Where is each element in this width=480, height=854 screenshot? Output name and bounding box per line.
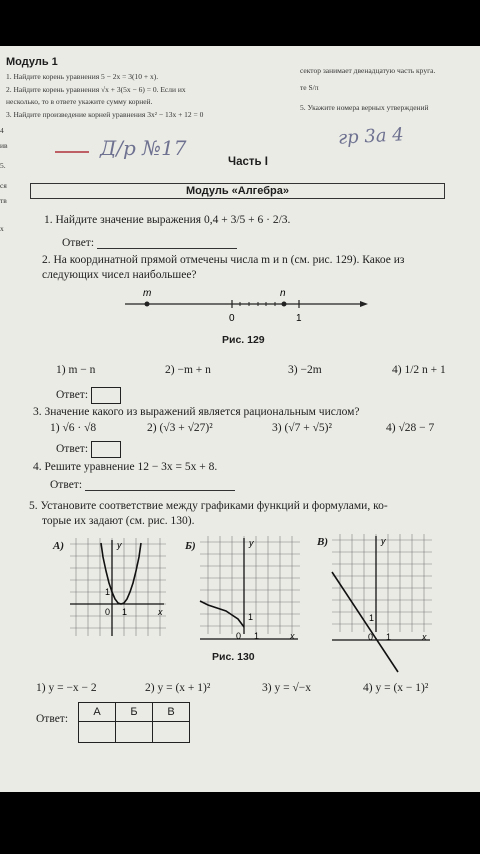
figure-129-caption: Рис. 129	[222, 334, 265, 346]
answer-cell-a[interactable]	[79, 722, 116, 743]
graph-c-one-x: 1	[386, 632, 392, 642]
answer-label: Ответ:	[56, 389, 89, 402]
question-3-text: 3. Значение какого из выражений является рациональным числом?	[33, 406, 360, 418]
header-task-2: 2. Найдите корень уравнения √x + 3(5x − 6) = 0. Если их	[6, 85, 186, 94]
worksheet-page	[0, 46, 480, 792]
graph-a	[70, 538, 166, 636]
point-n	[282, 302, 287, 307]
graph-b-one-x: 1	[254, 631, 260, 641]
graph-c-origin: 0	[368, 632, 374, 642]
margin-mark-1: 4	[0, 126, 4, 135]
module-title: Модуль 1	[6, 56, 58, 68]
label-zero: 0	[229, 313, 235, 324]
graph-a-grid	[70, 538, 166, 636]
question-5-text-line-1: 5. Установите соответствие между графиками функций и формулами, ко-	[29, 500, 388, 512]
formula-1: 1) y = −x − 2	[36, 682, 97, 694]
handwritten-homework-note: Д/р №17	[100, 136, 187, 160]
handwriting-dash	[54, 150, 90, 154]
figure-130-caption: Рис. 130	[212, 651, 255, 663]
question-2-text-line-1: 2. На координатной прямой отмечены числа m и n (см. рис. 129). Какое из	[42, 254, 405, 266]
question-4-text: 4. Решите уравнение 12 − 3x = 5x + 8.	[33, 461, 218, 473]
answer-label: Ответ:	[50, 479, 83, 491]
graph-b-y-label: y	[249, 538, 254, 548]
graph-a-origin: 0	[105, 607, 111, 617]
graph-c-one-y: 1	[369, 613, 375, 623]
graph-c	[332, 534, 432, 642]
margin-mark-2: ив	[0, 141, 8, 150]
label-n: n	[280, 288, 286, 299]
q3-option-1[interactable]: 1) √6 · √8	[50, 422, 97, 434]
margin-mark-4: ся	[0, 181, 7, 190]
q3-option-2[interactable]: 2) (√3 + √27)²	[147, 422, 213, 434]
q2-option-3[interactable]: 3) −2m	[288, 364, 322, 376]
question-5-answer-label: Ответ:	[36, 713, 69, 725]
header-right-line-3: 5. Укажите номера верных утверждений	[300, 103, 429, 112]
graph-a-y-label: y	[117, 540, 122, 550]
question-4-answer	[50, 478, 235, 491]
answer-table-5	[78, 702, 190, 743]
module-banner-box	[30, 183, 445, 199]
label-m: m	[143, 288, 152, 299]
margin-mark-6: х	[0, 224, 4, 233]
graph-a-one-x: 1	[122, 607, 128, 617]
header-right-line-2: те S/π	[300, 83, 319, 92]
question-3-answer	[56, 441, 121, 458]
answer-table-input-row	[79, 722, 190, 743]
answer-box-2[interactable]	[91, 387, 121, 404]
answer-box-3[interactable]	[91, 441, 121, 458]
margin-mark-3: 5.	[0, 161, 6, 170]
graph-c-grid	[332, 534, 432, 632]
graph-a-one-y: 1	[105, 587, 111, 597]
graph-c-label: В)	[317, 536, 328, 548]
answer-line-1[interactable]	[97, 236, 237, 249]
graph-b-x-label: x	[290, 631, 295, 641]
answer-table-header-v: В	[153, 703, 190, 722]
q3-option-4[interactable]: 4) √28 − 7	[386, 422, 435, 434]
q2-option-2[interactable]: 2) −m + n	[165, 364, 211, 376]
answer-label: Ответ:	[56, 443, 89, 456]
question-2-answer	[56, 387, 121, 404]
point-m	[145, 302, 150, 307]
part-title: Часть I	[228, 156, 268, 168]
answer-table-header-b: Б	[116, 703, 153, 722]
q3-option-3[interactable]: 3) (√7 + √5)²	[272, 422, 332, 434]
graph-b	[200, 536, 300, 641]
question-1-text: 1. Найдите значение выражения 0,4 + 3/5 + 6 · 2/3.	[44, 214, 291, 226]
answer-cell-v[interactable]	[153, 722, 190, 743]
answer-table-header-row	[79, 703, 190, 722]
question-1-answer	[62, 236, 237, 249]
header-task-2b: несколько, то в ответе укажите сумму корней.	[6, 97, 153, 106]
answer-label: Ответ:	[62, 237, 95, 249]
module-banner: Модуль «Алгебра»	[186, 185, 289, 197]
header-task-3: 3. Найдите произведение корней уравнения 3x² − 13x + 12 = 0	[6, 110, 204, 119]
arrow-icon	[360, 301, 368, 307]
formula-3: 3) y = √−x	[262, 682, 311, 694]
graph-a-x-label: x	[158, 607, 163, 617]
q2-option-1[interactable]: 1) m − n	[56, 364, 96, 376]
label-one: 1	[296, 313, 302, 324]
q2-option-4[interactable]: 4) 1/2 n + 1	[392, 364, 446, 376]
header-task-1: 1. Найдите корень уравнения 5 − 2x = 3(10 + x).	[6, 72, 159, 81]
graph-c-y-label: y	[381, 536, 386, 546]
number-line-figure	[120, 284, 370, 326]
handwritten-group-note: гр 3а 4	[337, 124, 405, 149]
graph-c-x-label: x	[422, 632, 427, 642]
header-right-line-1: сектор занимает двенадцатую часть круга.	[300, 66, 436, 75]
graph-b-origin: 0	[236, 631, 242, 641]
question-5-text-line-2: торые их задают (см. рис. 130).	[42, 515, 195, 527]
margin-mark-5: тв	[0, 196, 7, 205]
answer-cell-b[interactable]	[116, 722, 153, 743]
formula-4: 4) y = (x − 1)²	[363, 682, 429, 694]
graph-b-label: Б)	[185, 540, 196, 552]
graph-a-label: А)	[53, 540, 64, 552]
graph-b-one-y: 1	[248, 612, 254, 622]
answer-table-header-a: А	[79, 703, 116, 722]
answer-line-4[interactable]	[85, 478, 235, 491]
question-2-text-line-2: следующих чисел наибольшее?	[42, 269, 197, 281]
formula-2: 2) y = (x + 1)²	[145, 682, 211, 694]
